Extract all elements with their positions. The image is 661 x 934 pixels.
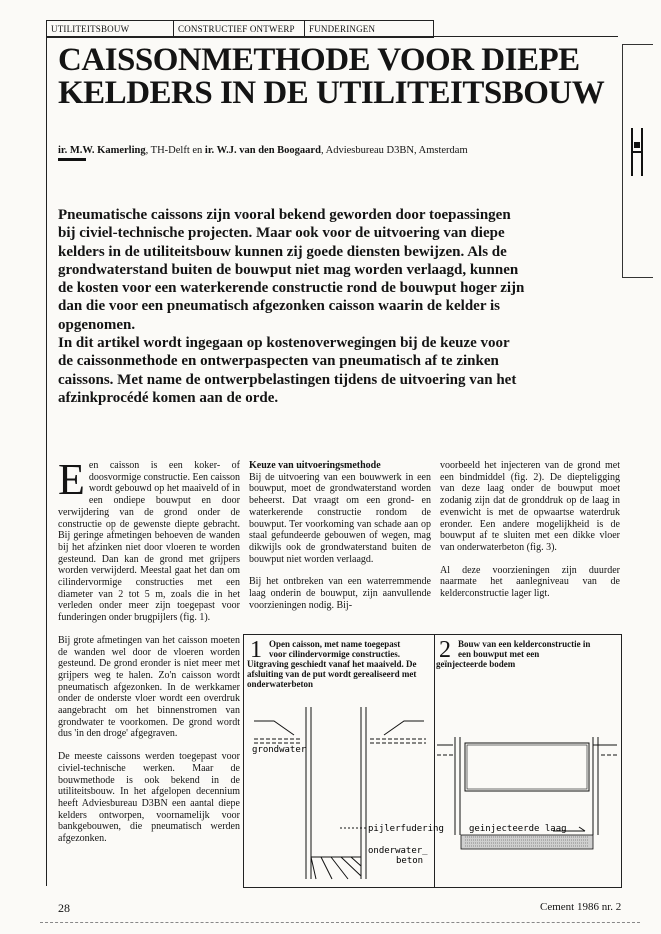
tab-utiliteitsbouw: UTILITEITSBOUW [47,21,174,37]
page-number: 28 [58,901,70,915]
intro-paragraph-1: Pneumatische caissons zijn vooral bekend geworden door toepassingen bij civiel-technische projecten. Maar ook voor de uitvoering van diepe kelders in de utiliteitsbouw kunnen zij goede diensten bewijzen. Als de grondwaterstand buiten de bouwput niet mag worden verlaagd, kunnen de kosten voor een waterkerende constructie rond de bouwput hoger zijn dan die voor een pneumatisch afgezonken caisson waarin de kelder is opgenomen. [58,207,525,333]
author-2: ir. W.J. van den Boogaard [204,145,321,156]
body-column-2 [249,460,431,622]
col2-paragraph-1: Bij de uitvoering van een bouwwerk in een bouwput, moet de grondwaterstand worden beheerst. Dat vraagt om een grond- en waterkerende constructie rondom de bouwput. Ter voorkoming van schade aan op staal gefundeerde gebouwen of wegen, mag dikwijls ook de grondwaterstand buiten de bouwput niet worden verlaagd. [249,471,431,565]
page-frame-top [46,36,618,37]
figure-2-diagram [433,635,621,887]
author-1: ir. M.W. Kamerling [58,145,146,156]
col3-paragraph-1: voorbeeld het injecteren van de grond met een bindmiddel (fig. 2). De diepteligging van deze laag onder de bouwput moet zodanig zijn dat de gronddruk op de laag in evenwicht is met de opwaartse waterdruk eronder. Een andere mogelijkheid is de bouwput af te sluiten met een dikke vloer van onderwaterbeton (fig. 3). [440,460,620,553]
tab-constructief-ontwerp: CONSTRUCTIEF ONTWERP [174,21,305,37]
figure-1-diagram [244,635,444,887]
article-intro [58,206,528,407]
label-groundwater: grondwater [252,745,307,755]
col1-paragraph-2: Bij grote afmetingen van het caisson moeten de wanden wel door de vloeren worden gesteund. De grond eronder is niet meer met grijpers weg te halen. Zo'n caisson wordt pneumatisch afgezonken. In de werkkamer onder de onderste vloer wordt een overdruk aangebracht om het binnenstromen van grondwater te voorkomen. De grond wordt dus 'in den droge' afgegraven. [58,634,240,740]
intro-paragraph-2: In dit artikel wordt ingegaan op kostenoverwegingen bij de keuze voor de caissonmethode en ontwerpaspecten van pneumatisch af te zinken caissons. Met name de ontwerpbelastingen tijdens de uitvoering van het afzinkprocédé komen aan de orde. [58,335,517,406]
author-1-affiliation: , TH-Delft en [145,145,205,156]
col3-paragraph-2: Al deze voorzieningen zijn duurder naarmate het aanlegniveau van de kelderconstructie lager ligt. [440,564,620,600]
figure-1-caption: Open caisson, met name toegepast voor cilindervormige constructies. Uitgraving geschiedt vanaf het maaiveld. De afsluiting van de put wordt gerealiseerd met onderwaterbeton [247,639,417,689]
body-column-3 [440,460,620,611]
author-2-affiliation: , Adviesbureau D3BN, Amsterdam [320,145,468,156]
page-frame-left [46,36,47,886]
journal-issue: Cement 1986 nr. 2 [540,901,622,913]
col1-paragraph-3: De meeste caissons werden toegepast voor civiel-technische werken. Maar de bouwmethode is ook bekend in de utiliteitsbouw. In het afgelopen decennium heeft Adviesbureau D3BN een aantal diepe kelders ontworpen, voornamelijk voor bankgebouwen, die pneumatisch werden afgezonken. [58,751,240,845]
figure-2-number: 2 [439,637,451,663]
label-pier-foundation: pijlerfudering [368,824,444,834]
label-injected-layer: geinjecteerde laag [469,824,567,834]
footer-rule [40,922,640,924]
article-title: CAISSONMETHODE VOOR DIEPE KELDERS IN DE UTILITEITSBOUW [58,42,605,111]
section-heading: Keuze van uitvoeringsmethode [249,460,381,471]
figure-2 [433,634,622,888]
figure-1-number: 1 [250,637,262,663]
label-underwater-concrete-2: beton [396,856,424,866]
figure-1 [243,634,444,888]
label-underwater-concrete-1: onderwater_ [368,846,428,856]
col2-paragraph-2: Bij het ontbreken van een waterremmende laag onderin de bouwput, zijn aanvullende voorzieningen nodig. Bij- [249,576,431,611]
drop-cap: E [58,455,85,504]
caisson-symbol-icon [630,124,644,180]
tab-funderingen: FUNDERINGEN [309,24,376,34]
col1-paragraph-1: Een caisson is een koker- of doosvormige constructie. Een caisson wordt gebouwd op het maaiveld of in een ondiepe bouwput en door verwijdering van de grond onder de constructie op de gewenste diepte gebracht. Bij geringe afmetingen behoeven de wanden bij het afzinken niet door vloeren te worden gesteund. Dan kan de grond met grijpers worden verwijderd. Meestal gaat het dan om cilindervormige constructies met een diameter van 2 tot 5 m, zoals die in het verleden onder meer zijn toegepast voor funderingen onder brugpijlers (fig. 1). [58,455,240,624]
body-column-1 [58,455,240,856]
figure-2-caption: Bouw van een kelderconstructie in een bouwput met een geïnjecteerde bodem [436,639,591,669]
author-rule [58,158,86,161]
author-line [58,145,618,156]
